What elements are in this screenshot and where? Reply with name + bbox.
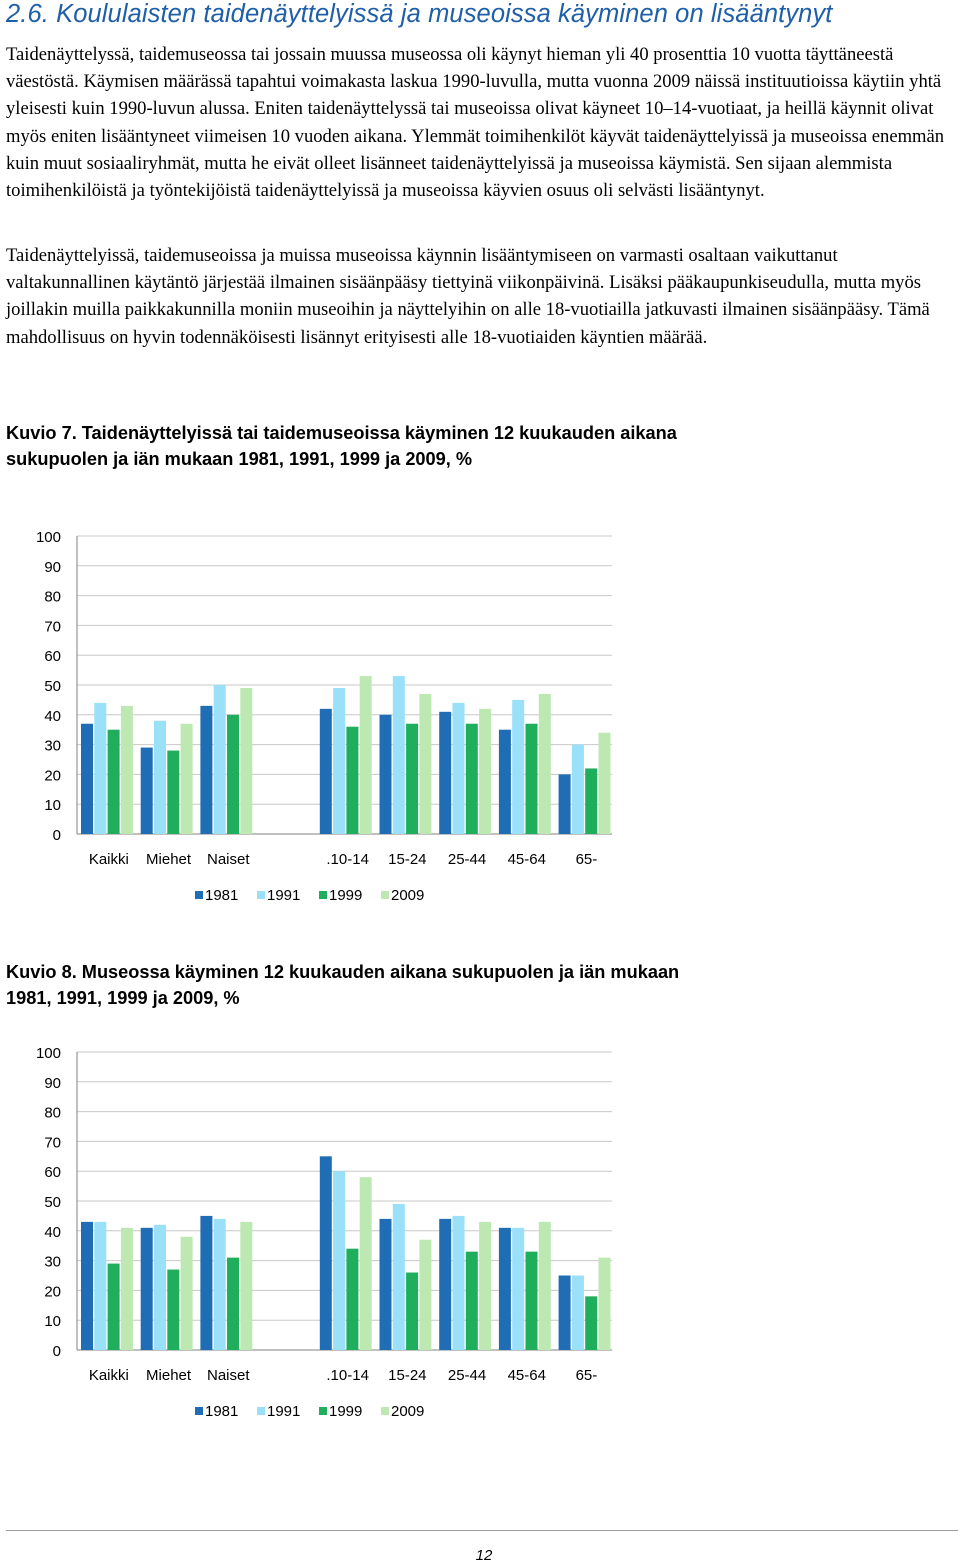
bar-2009-kaikki xyxy=(121,1228,133,1350)
x-tick-label: 65- xyxy=(575,1367,598,1384)
bar-1981-45-64 xyxy=(499,730,511,834)
bar-1981-naiset xyxy=(200,706,212,834)
bar-2009-25-44 xyxy=(479,709,491,834)
bar-1991-kaikki xyxy=(94,703,106,834)
x-tick-label: 45-64 xyxy=(507,1367,546,1384)
paragraph-1: Taidenäyttelyssä, taidemuseossa tai jossain muussa museossa oli käynyt hieman yli 40 prosenttia 10 vuotta täyttäneestä väestöstä. Käymisen määrässä tapahtui voimakasta laskua 1990-luvulla, mutta vuonna 2009 näissä instituutioissa käytiin yhtä yleisesti kuin 1990-luvun alussa. Eniten taidenäyttelyssä tai museoissa olivat käyneet 10–14-vuotiaat, ja heillä käynnit olivat myös eniten lisääntyneet viimeisen 10 vuoden aikana. Ylemmät toimihenkilöt käyvät taidenäyttelyissä ja museoissa enemmän kuin muut sosiaaliryhmät, mutta he eivät olleet lisänneet taidenäyttelyissä ja museoissa käymistä. Sen sijaan alemmista toimihenkilöistä ja työntekijöistä taidenäyttelyissä ja museoissa käyvien osuus oli selvästi lisääntynyt. xyxy=(6,44,945,202)
bar-1999-kaikki xyxy=(108,730,120,834)
legend-swatch-1981 xyxy=(195,891,203,899)
y-tick-label: 80 xyxy=(44,1104,61,1122)
bar-1991-65 xyxy=(572,1276,584,1351)
bar-1981-45-64 xyxy=(499,1228,511,1350)
bar-1991-15-24 xyxy=(393,676,405,834)
bar-1999-miehet xyxy=(167,751,179,834)
bar-1981-65 xyxy=(559,774,571,834)
bar-2009-kaikki xyxy=(121,706,133,834)
y-tick-label: 0 xyxy=(52,827,61,844)
bar-1991-15-24 xyxy=(393,1204,405,1350)
legend-label-1981: 1981 xyxy=(205,1403,239,1420)
legend-label-2009: 2009 xyxy=(391,887,425,904)
legend-label-2009: 2009 xyxy=(391,1403,425,1420)
bar-2009-65 xyxy=(599,733,611,834)
y-tick-label: 80 xyxy=(44,588,61,606)
figure-8-bar-chart xyxy=(0,1036,660,1426)
legend-swatch-1991 xyxy=(257,891,265,899)
x-tick-label: 15-24 xyxy=(388,851,427,868)
bar-1999-25-44 xyxy=(466,724,478,834)
y-tick-label: 40 xyxy=(44,707,61,725)
bar-1981-naiset xyxy=(200,1216,212,1350)
bar-2009-45-64 xyxy=(539,694,551,834)
bar-1981-kaikki xyxy=(81,1222,93,1350)
bar-1981-10-14 xyxy=(320,1156,332,1350)
bar-2009-10-14 xyxy=(360,1177,372,1350)
bar-2009-naiset xyxy=(240,1222,252,1350)
bar-1999-15-24 xyxy=(406,1273,418,1350)
bar-1991-25-44 xyxy=(453,703,465,834)
y-tick-label: 10 xyxy=(44,797,61,815)
bar-1991-naiset xyxy=(214,685,226,834)
bar-1981-25-44 xyxy=(439,712,451,834)
legend-swatch-1981 xyxy=(195,1407,203,1415)
y-tick-label: 70 xyxy=(44,1134,61,1152)
figure-7-caption: Kuvio 7. Taidenäyttelyissä tai taidemuseoissa käyminen 12 kuukauden aikana sukupuolen ja iän mukaan 1981, 1991, 1999 ja 2009, % xyxy=(6,423,677,469)
x-tick-label: 65- xyxy=(575,851,598,868)
page-number: 12 xyxy=(475,1547,493,1564)
y-tick-label: 10 xyxy=(44,1313,61,1331)
y-tick-label: 40 xyxy=(44,1223,61,1241)
legend-label-1999: 1999 xyxy=(329,887,363,904)
bar-2009-65 xyxy=(599,1258,611,1350)
x-tick-label: Naiset xyxy=(206,1367,250,1384)
section-heading: 2.6. Koululaisten taidenäyttelyissä ja museoissa käyminen on lisääntynyt xyxy=(6,0,833,28)
bar-1999-25-44 xyxy=(466,1252,478,1350)
bar-1981-miehet xyxy=(141,1228,153,1350)
bar-1999-naiset xyxy=(227,1258,239,1350)
x-tick-label: .10-14 xyxy=(326,851,369,868)
x-tick-label: 15-24 xyxy=(388,1367,427,1384)
bar-1981-10-14 xyxy=(320,709,332,834)
x-tick-label: Miehet xyxy=(146,1367,192,1384)
y-tick-label: 20 xyxy=(44,1283,61,1301)
bar-1999-10-14 xyxy=(346,727,358,834)
bar-1981-25-44 xyxy=(439,1219,451,1350)
figure-8-chart-svg xyxy=(0,1036,660,1426)
legend-swatch-2009 xyxy=(381,891,389,899)
x-tick-label: Kaikki xyxy=(88,1367,129,1384)
y-tick-label: 30 xyxy=(44,737,61,755)
figure-8-caption: Kuvio 8. Museossa käyminen 12 kuukauden aikana sukupuolen ja iän mukaan 1981, 1991, 1999 ja 2009, % xyxy=(6,962,680,1008)
bar-2009-miehet xyxy=(181,724,193,834)
y-tick-label: 60 xyxy=(44,1164,61,1182)
bar-1981-miehet xyxy=(141,748,153,834)
y-tick-label: 60 xyxy=(44,648,61,666)
y-tick-label: 30 xyxy=(44,1253,61,1271)
legend-label-1999: 1999 xyxy=(329,1403,363,1420)
bar-1991-45-64 xyxy=(512,700,524,834)
y-tick-label: 20 xyxy=(44,767,61,785)
bar-1999-15-24 xyxy=(406,724,418,834)
bar-1991-kaikki xyxy=(94,1222,106,1350)
y-tick-label: 100 xyxy=(35,1045,61,1062)
bar-1991-65 xyxy=(572,745,584,834)
bar-1999-65 xyxy=(585,1296,597,1350)
bar-2009-15-24 xyxy=(419,694,431,834)
y-tick-label: 90 xyxy=(44,1074,61,1092)
bar-1999-45-64 xyxy=(526,1252,538,1350)
y-tick-label: 100 xyxy=(35,529,61,546)
bar-1999-45-64 xyxy=(526,724,538,834)
bar-2009-45-64 xyxy=(539,1222,551,1350)
bar-2009-miehet xyxy=(181,1237,193,1350)
bar-1999-miehet xyxy=(167,1270,179,1350)
legend-swatch-1999 xyxy=(319,1407,327,1415)
y-tick-label: 0 xyxy=(52,1343,61,1360)
paragraph-2: Taidenäyttelyissä, taidemuseoissa ja muissa museoissa käynnin lisääntymiseen on varmasti osaltaan vaikuttanut valtakunnallinen käytäntö järjestää ilmainen sisäänpääsy tiettyinä viikonpäivinä. Lisäksi pääkaupunkiseudulla, mutta myös joillakin muilla paikkakunnilla moniin museoihin ja näyttelyihin on alle 18-vuotiailla jatkuvasti ilmainen sisäänpääsy. Tämä mahdollisuus on hyvin todennäköisesti lisännyt erityisesti alle 18-vuotiaiden käyntien määrää. xyxy=(6,245,930,348)
footer-rule xyxy=(6,1530,958,1531)
bar-2009-10-14 xyxy=(360,676,372,834)
bar-1991-naiset xyxy=(214,1219,226,1350)
x-tick-label: 25-44 xyxy=(447,851,487,868)
bar-1981-15-24 xyxy=(380,715,392,834)
y-tick-label: 50 xyxy=(44,1194,61,1211)
bar-1981-65 xyxy=(559,1276,571,1351)
legend-label-1991: 1991 xyxy=(267,887,301,904)
y-tick-label: 90 xyxy=(44,558,61,576)
x-tick-label: 25-44 xyxy=(447,1367,487,1384)
legend-swatch-1999 xyxy=(319,891,327,899)
bar-2009-15-24 xyxy=(419,1240,431,1350)
figure-7-chart-svg xyxy=(0,520,660,910)
legend-swatch-2009 xyxy=(381,1407,389,1415)
legend-label-1981: 1981 xyxy=(205,887,239,904)
bar-1991-miehet xyxy=(154,1225,166,1350)
bar-1981-kaikki xyxy=(81,724,93,834)
bar-2009-25-44 xyxy=(479,1222,491,1350)
x-tick-label: Miehet xyxy=(146,851,192,868)
bar-1991-10-14 xyxy=(333,688,345,834)
bar-1999-kaikki xyxy=(108,1264,120,1350)
bar-1991-10-14 xyxy=(333,1171,345,1350)
x-tick-label: 45-64 xyxy=(507,851,546,868)
bar-2009-naiset xyxy=(240,688,252,834)
bar-1999-10-14 xyxy=(346,1249,358,1350)
legend-label-1991: 1991 xyxy=(267,1403,301,1420)
bar-1981-15-24 xyxy=(380,1219,392,1350)
bar-1991-miehet xyxy=(154,721,166,834)
x-tick-label: Kaikki xyxy=(88,851,129,868)
y-tick-label: 50 xyxy=(44,678,61,695)
x-tick-label: .10-14 xyxy=(326,1367,369,1384)
y-tick-label: 70 xyxy=(44,618,61,636)
x-tick-label: Naiset xyxy=(206,851,250,868)
bar-1991-45-64 xyxy=(512,1228,524,1350)
bar-1999-naiset xyxy=(227,715,239,834)
legend-swatch-1991 xyxy=(257,1407,265,1415)
figure-7-bar-chart xyxy=(0,520,660,910)
bar-1991-25-44 xyxy=(453,1216,465,1350)
bar-1999-65 xyxy=(585,768,597,834)
